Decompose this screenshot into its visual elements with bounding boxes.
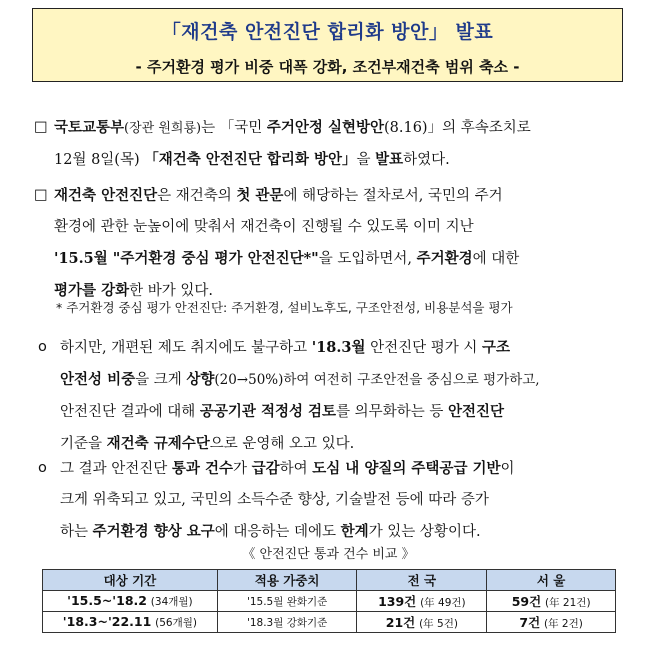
- text-bold: 평가를 강화: [54, 282, 130, 299]
- text: 환경에 관한 눈높이에 맞춰서 재건축이 진행될 수 있도록 이미 지난: [54, 219, 474, 235]
- national-yearly: (年 5건): [419, 618, 458, 630]
- text-bold: 주거환경 향상 요구: [92, 523, 215, 540]
- text: 안전진단 평가 시: [365, 340, 483, 356]
- weight-value: '15.5월 완화기준: [246, 595, 328, 608]
- text-bold: 안전진단: [447, 403, 504, 420]
- text: 는 「국민: [201, 120, 267, 136]
- header-weight: 적용 가중치: [217, 570, 357, 591]
- square-bullet-icon: □: [34, 119, 48, 135]
- text: (8.16)」의 후속조치로: [383, 120, 531, 136]
- square-bullet-icon: □: [34, 187, 48, 203]
- period-value: '18.3~'22.11: [62, 614, 152, 629]
- seoul-count: 7건: [519, 615, 541, 630]
- text-bold: 안전성 비중: [60, 371, 136, 388]
- text: 그 결과 안전진단: [60, 461, 172, 477]
- cell-period: [43, 612, 218, 633]
- paragraph-background: [34, 180, 624, 307]
- circle-bullet-icon: o: [38, 460, 47, 476]
- text-bold: 공공기관 적정성 검토: [199, 403, 337, 420]
- text: 을: [356, 152, 376, 168]
- text-bold: 도심 내 양질의 주택공급 기반: [312, 460, 501, 477]
- text-bold: 주거환경: [416, 250, 473, 267]
- text: 으로 운영해 오고 있다.: [209, 436, 355, 452]
- paragraph-problem: [38, 332, 624, 460]
- paragraph-announcement: [34, 112, 624, 176]
- text: 한 바가 있다.: [129, 283, 213, 299]
- text: 에 대한: [472, 251, 520, 267]
- period-months: (56개월): [155, 617, 197, 629]
- text: 을 크게: [135, 372, 187, 388]
- header-seoul: 서 울: [487, 570, 616, 591]
- cell-seoul: [487, 591, 616, 612]
- seoul-yearly: (年 21건): [545, 597, 591, 609]
- text: 하는: [60, 524, 93, 540]
- national-yearly: (年 49건): [420, 597, 466, 609]
- period-months: (34개월): [150, 596, 193, 608]
- text-bold: 한계: [340, 523, 369, 540]
- text-bold: 「재건축 안전진단 합리화 방안」: [144, 151, 357, 168]
- text-bold: 발표: [375, 151, 404, 168]
- national-count: 21건: [385, 615, 416, 630]
- text: 하였다.: [403, 152, 450, 168]
- seoul-yearly: (年 2건): [544, 618, 583, 630]
- text-bold: 통과 건수: [171, 460, 233, 477]
- table-header-row: [43, 570, 616, 591]
- text: 을 도입하면서,: [318, 251, 417, 267]
- table-row: [43, 612, 616, 633]
- title-box: [32, 8, 623, 82]
- seoul-count: 59건: [511, 594, 542, 609]
- text: 하지만, 개편된 제도 취지에도 불구하고: [60, 340, 312, 356]
- cell-national: [357, 591, 487, 612]
- footnote: * 주거환경 중심 평가 안전진단: 주거환경, 설비노후도, 구조안전성, 비용분석을 평가: [56, 300, 513, 315]
- text: 12월 8일(목): [54, 152, 145, 168]
- cell-weight: [217, 612, 357, 633]
- text: 안전진단 결과에 대해: [60, 404, 200, 420]
- text: 에 대응하는 데에도: [214, 524, 341, 540]
- text-bold: 재건축 규제수단: [106, 435, 210, 452]
- page-subtitle: - 주거환경 평가 비중 대폭 강화, 조건부재건축 범위 축소 -: [135, 58, 520, 76]
- text-bold: 재건축 안전진단: [54, 187, 158, 204]
- text: 에 해당하는 절차로서, 국민의 주거: [283, 188, 503, 204]
- cell-seoul: [487, 612, 616, 633]
- weight-value: '18.3월 강화기준: [246, 616, 328, 629]
- national-count: 139건: [378, 594, 417, 609]
- text-bold: '15.5월 "주거환경 중심 평가 안전진단*": [54, 250, 319, 267]
- table-caption: 《 안전진단 통과 건수 비교 》: [242, 547, 415, 562]
- text: 크게 위축되고 있고, 국민의 소득수준 향상, 기술발전 등에 따라 증가: [60, 492, 489, 508]
- circle-bullet-icon: o: [38, 339, 47, 355]
- period-value: '15.5~'18.2: [67, 593, 147, 608]
- header-national: 전 국: [357, 570, 487, 591]
- text: (20→50%)하여 여전히 구조안전을 중심으로 평가하고,: [214, 372, 540, 388]
- text: 가: [232, 461, 252, 477]
- text: 를 의무화하는 등: [336, 404, 448, 420]
- table-row: [43, 591, 616, 612]
- text-bold: 구조: [482, 339, 511, 356]
- text-bold: 첫 관문: [236, 187, 284, 204]
- text: 은 재건축의: [157, 188, 237, 204]
- text-bold: 상향: [186, 371, 215, 388]
- text: 하여: [279, 461, 313, 477]
- text: 기준을: [60, 436, 107, 452]
- text-bold: 급감: [251, 460, 280, 477]
- org-name: 국토교통부: [54, 119, 125, 136]
- cell-period: [43, 591, 218, 612]
- header-period: 대상 기간: [43, 570, 218, 591]
- cell-national: [357, 612, 487, 633]
- comparison-table: [42, 569, 616, 633]
- page-title: 「재건축 안전진단 합리화 방안」 발표: [161, 21, 494, 43]
- minister-note: (장관 원희룡): [124, 121, 202, 136]
- text: 이: [500, 461, 515, 477]
- paragraph-result: [38, 453, 624, 548]
- cell-weight: [217, 591, 357, 612]
- text: 가 있는 상황이다.: [368, 524, 481, 540]
- text-bold: 주거안정 실현방안: [266, 119, 384, 136]
- text-bold: '18.3월: [311, 339, 366, 356]
